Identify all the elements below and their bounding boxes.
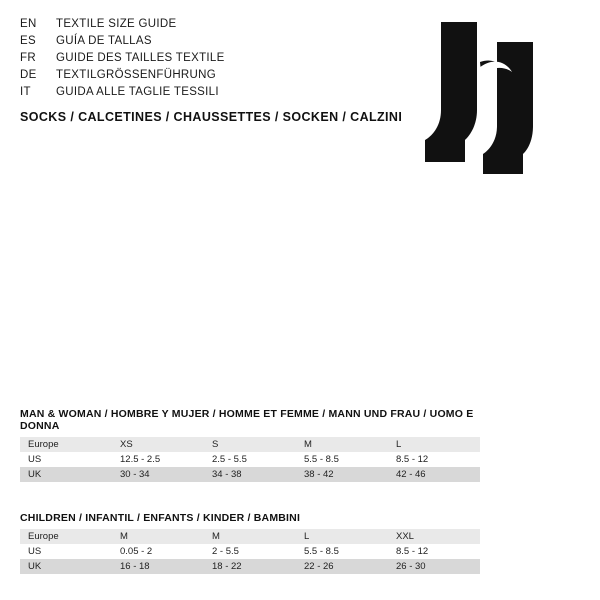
cell: 8.5 - 12 [388, 544, 480, 559]
language-row [20, 67, 400, 84]
adult-size-table [20, 437, 480, 482]
cell: 0.05 - 2 [112, 544, 204, 559]
cell: 22 - 26 [296, 559, 388, 574]
language-text: TEXTILGRÖSSENFÜHRUNG [56, 69, 216, 81]
table-row [20, 559, 480, 574]
table-row [20, 529, 480, 544]
table-row [20, 544, 480, 559]
children-table-title: CHILDREN / INFANTIL / ENFANTS / KINDER / BAMBINI [20, 512, 301, 524]
cell: S [204, 437, 296, 452]
cell: XXL [388, 529, 480, 544]
row-label: US [20, 544, 112, 559]
row-label: UK [20, 467, 112, 482]
cell: M [296, 437, 388, 452]
adult-size-table-section [20, 408, 480, 482]
cell: M [112, 529, 204, 544]
language-text: GUIDA ALLE TAGLIE TESSILI [56, 86, 219, 98]
cell: 8.5 - 12 [388, 452, 480, 467]
row-label: UK [20, 559, 112, 574]
cell: 34 - 38 [204, 467, 296, 482]
cell: 5.5 - 8.5 [296, 452, 388, 467]
language-row [20, 33, 400, 50]
language-row [20, 84, 400, 101]
cell: 42 - 46 [388, 467, 480, 482]
cell: L [296, 529, 388, 544]
cell: 18 - 22 [204, 559, 296, 574]
language-text: TEXTILE SIZE GUIDE [56, 18, 177, 30]
table-row [20, 452, 480, 467]
cell: 30 - 34 [112, 467, 204, 482]
product-line-title: SOCKS / CALCETINES / CHAUSSETTES / SOCKEN / CALZINI [20, 110, 403, 124]
cell: 2.5 - 5.5 [204, 452, 296, 467]
row-label: Europe [20, 437, 112, 452]
cell: 5.5 - 8.5 [296, 544, 388, 559]
cell: 12.5 - 2.5 [112, 452, 204, 467]
language-code: FR [20, 52, 36, 64]
cell: M [204, 529, 296, 544]
language-code: IT [20, 86, 31, 98]
cell: 26 - 30 [388, 559, 480, 574]
row-label: Europe [20, 529, 112, 544]
language-row [20, 16, 400, 33]
cell: XS [112, 437, 204, 452]
cell: 16 - 18 [112, 559, 204, 574]
children-size-table-section [20, 512, 480, 574]
cell: 38 - 42 [296, 467, 388, 482]
row-label: US [20, 452, 112, 467]
language-text: GUIDE DES TAILLES TEXTILE [56, 52, 225, 64]
table-row [20, 437, 480, 452]
language-row [20, 50, 400, 67]
language-code: DE [20, 69, 37, 81]
socks-illustration [405, 14, 570, 179]
adult-table-title: MAN & WOMAN / HOMBRE Y MUJER / HOMME ET FEMME / MANN UND FRAU / UOMO E DONNA [20, 408, 474, 432]
table-row [20, 467, 480, 482]
language-list [20, 16, 400, 101]
language-text: GUÍA DE TALLAS [56, 35, 152, 47]
cell: 2 - 5.5 [204, 544, 296, 559]
language-code: ES [20, 35, 36, 47]
language-code: EN [20, 18, 37, 30]
cell: L [388, 437, 480, 452]
children-size-table [20, 529, 480, 574]
